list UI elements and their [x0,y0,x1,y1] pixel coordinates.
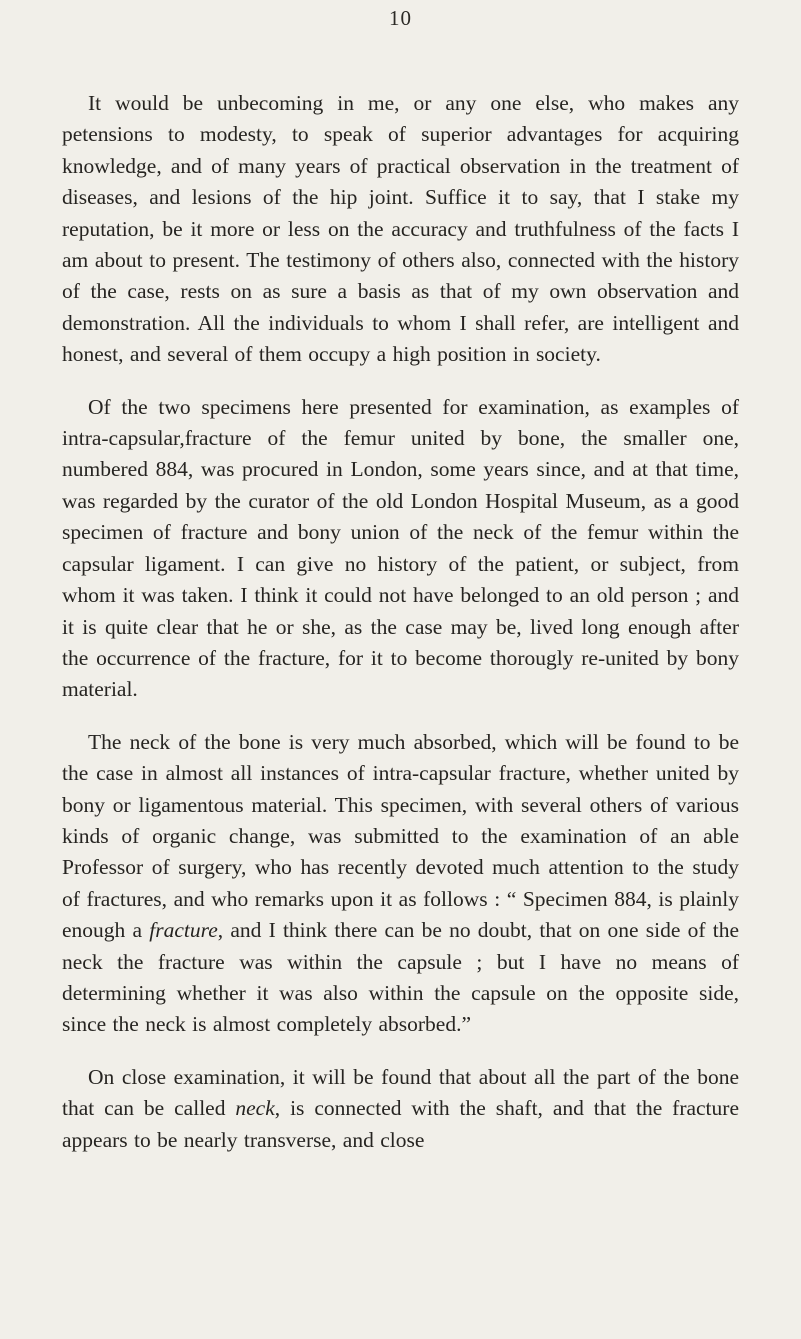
page-number: 10 [389,6,412,30]
paragraph-3 [62,727,739,1041]
paragraph-4 [62,1062,739,1156]
paragraph-1: It would be unbecoming in me, or any one else, who makes any petensions to modesty, to speak of superior advantages for acquiring knowledge, and of many years of practical observation in the treatment of diseases, and lesions of the hip joint. Suffice it to say, that I stake my reputation, be it more or less on the accuracy and truthfulness of the facts I am about to present. The testimony of others also, connected with the history of the case, rests on as sure a basis as that of my own observation and demonstration. All the individuals to whom I shall refer, are intelligent and honest, and several of them occupy a high position in society. [62,91,739,367]
paragraph-4-italic-word: neck [235,1096,275,1121]
paragraph-3-text-end: , and I think there can be no doubt, that on one side of the neck the fracture was within the capsule ; but I have no means of determining whether it was also within the capsule on the opposite side, since the neck is almost completely absorbed.” [62,918,739,1037]
paragraph-3-italic-word: fracture [149,918,218,943]
paragraph-2: Of the two specimens here presented for examination, as examples of intra-capsular,fracture of the femur united by bone, the smaller one, numbered 884, was procured in London, some years since, and at that time, was regarded by the curator of the old London Hospital Museum, as a good specimen of fracture and bony union of the neck of the femur within the capsular ligament. I can give no history of the patient, or subject, from whom it was taken. I think it could not have belonged to an old person ; and it is quite clear that he or she, as the case may be, lived long enough after the occurrence of the fracture, for it to become thorougly re-united by bony material. [62,394,739,702]
paragraph-4-text-start: On close examination, it will be found that about all the part of the bone that can be called [62,1064,739,1121]
paragraph-4-text-end: , is connected with the shaft, and that the fracture appears to be nearly transverse, and close [62,1096,739,1152]
paragraph-3-text-start: The neck of the bone is very much absorbed, which will be found to be the case in almost all instances of intra-capsular fracture, whether united by bony or ligamentous material. This specimen, with several others of various kinds of organic change, was submitted to the examination of an able Professor of surgery, who has recently devoted much attention to the study of fractures, and who remarks upon it as follows : “ Specimen 884, is plainly enough a [62,729,739,943]
body-text [62,88,739,1156]
